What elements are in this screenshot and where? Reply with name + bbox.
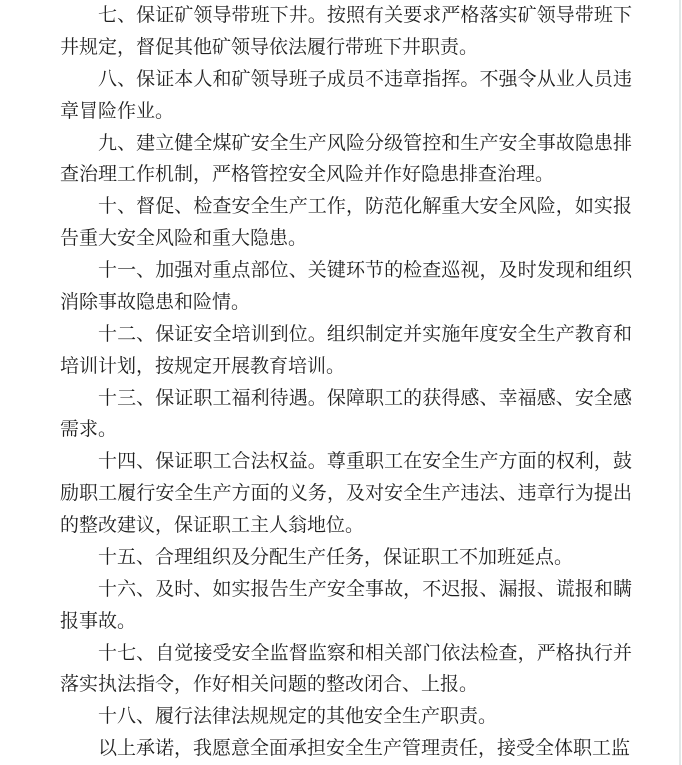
- paragraph-clause-8: 八、保证本人和矿领导班子成员不违章指挥。不强令从业人员违章冒险作业。: [60, 68, 632, 122]
- paragraph-clause-9: 九、建立健全煤矿安全生产风险分级管控和生产安全事故隐患排查治理工作机制，严格管控安全风险并作好隐患排查治理。: [60, 132, 632, 186]
- paragraph-clause-12: 十二、保证安全培训到位。组织制定并实施年度安全生产教育和培训计划，按规定开展教育培训。: [60, 323, 632, 377]
- paragraph-clause-7: 七、保证矿领导带班下井。按照有关要求严格落实矿领导带班下井规定，督促其他矿领导依法履行带班下井职责。: [60, 5, 632, 58]
- page-edge-line: [679, 0, 681, 765]
- paragraph-clause-14: 十四、保证职工合法权益。尊重职工在安全生产方面的权利，鼓励职工履行安全生产方面的义务，及对安全生产违法、违章行为提出的整改建议，保证职工主人翁地位。: [60, 451, 632, 536]
- paragraph-clause-18: 十八、履行法律法规规定的其他安全生产职责。: [98, 706, 498, 728]
- paragraph-clause-15: 十五、合理组织及分配生产任务，保证职工不加班延点。: [98, 546, 574, 568]
- paragraph-clause-16: 十六、及时、如实报告生产安全事故，不迟报、漏报、谎报和瞒报事故。: [60, 578, 632, 632]
- paragraph-clause-17: 十七、自觉接受安全监督监察和相关部门依法检查，严格执行并落实执法指令，作好相关问题的整改闭合、上报。: [60, 642, 632, 696]
- document-body: [60, 0, 632, 765]
- paragraph-clause-13: 十三、保证职工福利待遇。保障职工的获得感、幸福感、安全感需求。: [60, 387, 632, 441]
- paragraph-clause-10: 十、督促、检查安全生产工作，防范化解重大安全风险，如实报告重大安全风险和重大隐患。: [60, 196, 632, 250]
- paragraph-closing-statement: 以上承诺，我愿意全面承担安全生产管理责任，接受全体职工监: [98, 738, 631, 760]
- paragraph-clause-11: 十一、加强对重点部位、关键环节的检查巡视，及时发现和组织消除事故隐患和险情。: [60, 260, 632, 313]
